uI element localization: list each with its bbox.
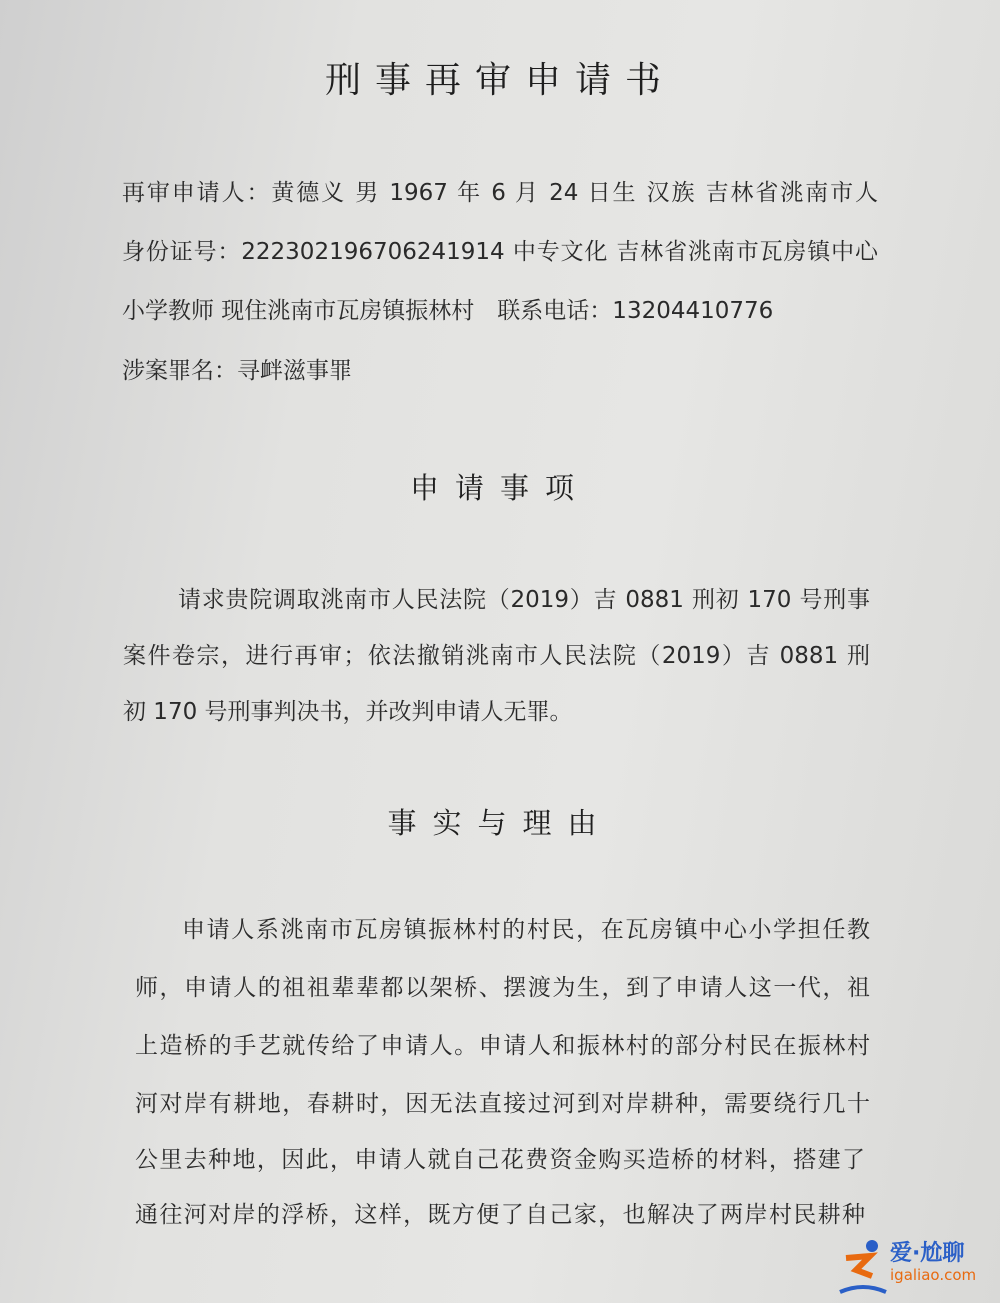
paragraph-line: 初 170 号刑事判决书，并改判申请人无罪。 <box>123 699 573 725</box>
paragraph-line: 案件卷宗，进行再审；依法撤销洮南市人民法院（2019）吉 0881 刑 <box>123 643 870 669</box>
id-line: 身份证号：222302196706241914 中专文化 吉林省洮南市瓦房镇中心 <box>122 239 878 265</box>
paragraph-line: 师，申请人的祖祖辈辈都以架桥、摆渡为生，到了申请人这一代，祖 <box>135 975 870 1001</box>
paragraph-line: 请求贵院调取洮南市人民法院（2019）吉 0881 刑初 170 号刑事 <box>178 587 870 613</box>
charge-line: 涉案罪名：寻衅滋事罪 <box>122 358 352 384</box>
runner-logo-icon <box>838 1236 888 1296</box>
document-title: 刑事再审申请书 <box>324 60 675 101</box>
applicant-line: 再审申请人：黄德义 男 1967 年 6 月 24 日生 汉族 吉林省洮南市人 <box>122 180 878 206</box>
address-line: 小学教师 现住洮南市瓦房镇振林村 联系电话：13204410776 <box>122 298 774 324</box>
section-heading-facts: 事实与理由 <box>387 806 613 840</box>
section-heading-requests: 申请事项 <box>409 471 590 505</box>
watermark-site: igaliao.com <box>890 1266 977 1284</box>
paragraph-line: 上造桥的手艺就传给了申请人。申请人和振林村的部分村民在振林村 <box>135 1033 870 1059</box>
watermark-logo <box>838 1236 998 1296</box>
paragraph-line: 通往河对岸的浮桥，这样，既方便了自己家，也解决了两岸村民耕种 <box>135 1202 865 1228</box>
watermark-brand: 爱·尬聊 <box>890 1241 965 1266</box>
paragraph-line: 申请人系洮南市瓦房镇振林村的村民，在瓦房镇中心小学担任教 <box>182 917 870 943</box>
paragraph-line: 河对岸有耕地，春耕时，因无法直接过河到对岸耕种，需要绕行几十 <box>135 1091 870 1117</box>
paragraph-line: 公里去种地，因此，申请人就自己花费资金购买造桥的材料，搭建了 <box>135 1147 865 1173</box>
